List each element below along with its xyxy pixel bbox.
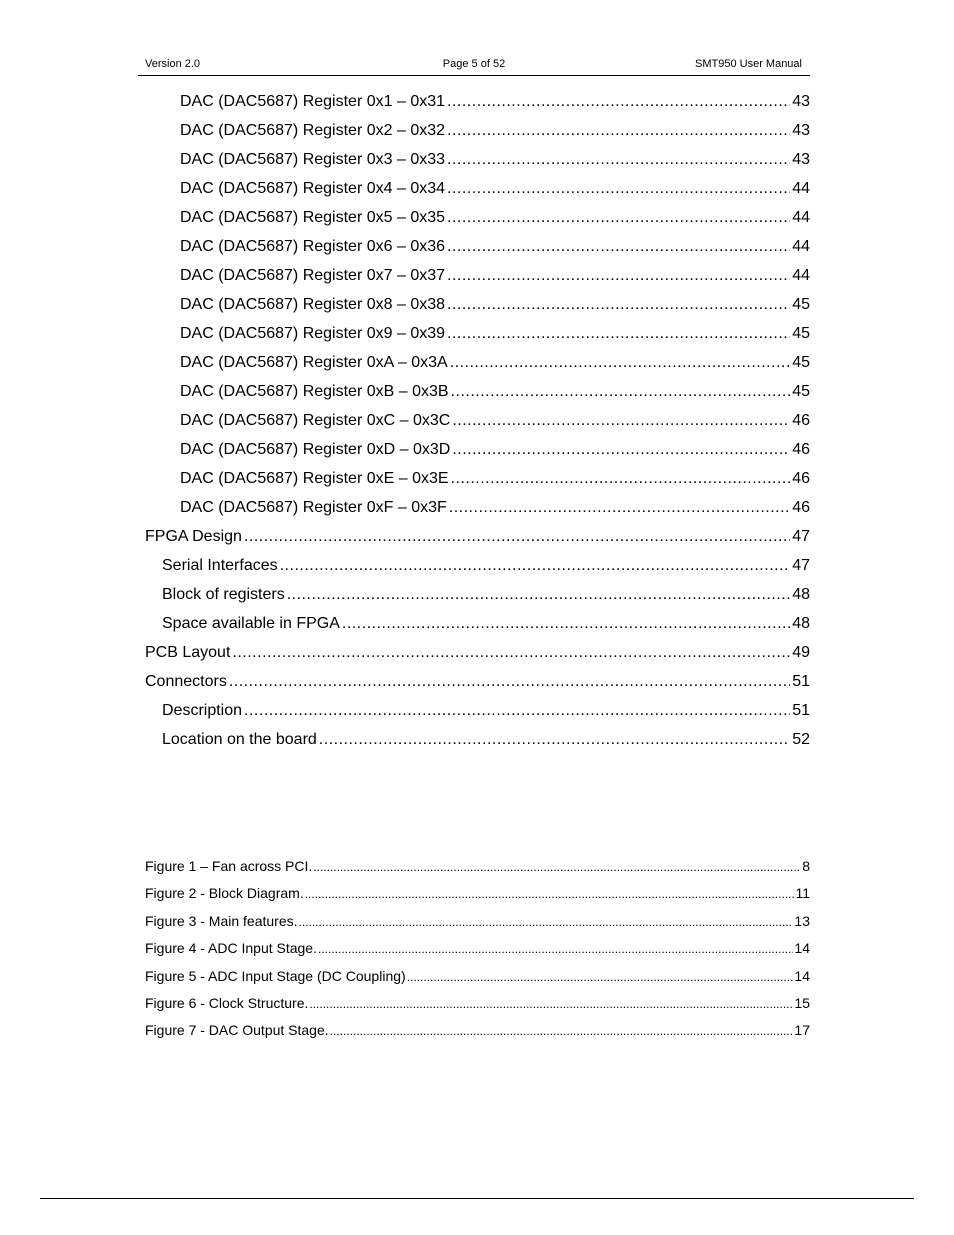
dot-leader <box>447 180 790 198</box>
dot-leader <box>287 586 790 604</box>
dot-leader <box>447 122 790 140</box>
toc-entry[interactable] <box>145 673 810 702</box>
dot-leader <box>319 731 790 749</box>
toc-entry-label: Description <box>162 702 243 719</box>
toc-entry-label: DAC (DAC5687) Register 0x1 – 0x31 <box>180 93 446 110</box>
toc-entry[interactable] <box>145 354 810 383</box>
header-version: Version 2.0 <box>145 58 201 70</box>
toc-entry-label: DAC (DAC5687) Register 0x9 – 0x39 <box>180 325 446 342</box>
dot-leader <box>447 267 790 285</box>
toc-entry-page-number: 44 <box>792 209 810 226</box>
toc-entry-label: DAC (DAC5687) Register 0xE – 0x3E <box>180 470 449 487</box>
dot-leader <box>232 644 790 662</box>
figure-entry-label: Figure 2 - Block Diagram. <box>145 885 304 902</box>
figure-entry-page-number: 11 <box>795 885 810 902</box>
toc-entry-label: DAC (DAC5687) Register 0xF – 0x3F <box>180 499 447 516</box>
toc-entry[interactable] <box>145 702 810 731</box>
dot-leader <box>330 1024 794 1038</box>
toc-entry-label: DAC (DAC5687) Register 0xA – 0x3A <box>180 354 448 371</box>
figure-entry-page-number: 8 <box>802 858 810 874</box>
toc-entry-label: Serial Interfaces <box>162 557 278 574</box>
figure-entry-label: Figure 5 - ADC Input Stage (DC Coupling) <box>145 967 406 984</box>
dot-leader <box>318 942 793 956</box>
table-of-figures <box>145 858 810 1050</box>
toc-entry[interactable] <box>145 325 810 354</box>
dot-leader <box>452 412 790 430</box>
figure-entry-label: Figure 6 - Clock Structure. <box>145 994 309 1011</box>
toc-entry-page-number: 46 <box>792 499 810 516</box>
dot-leader <box>309 997 793 1011</box>
dot-leader <box>244 528 790 546</box>
toc-entry[interactable] <box>145 499 810 528</box>
toc-entry-page-number: 48 <box>792 615 810 632</box>
toc-entry[interactable] <box>145 615 810 644</box>
toc-entry-page-number: 46 <box>792 412 810 429</box>
dot-leader <box>447 296 790 314</box>
dot-leader <box>451 470 791 488</box>
toc-entry-page-number: 44 <box>792 267 810 284</box>
dot-leader <box>229 673 790 691</box>
toc-entry-label: DAC (DAC5687) Register 0x2 – 0x32 <box>180 122 446 139</box>
toc-entry[interactable] <box>145 296 810 325</box>
toc-entry-page-number: 46 <box>792 441 810 458</box>
toc-entry[interactable] <box>145 731 810 760</box>
dot-leader <box>244 702 790 720</box>
toc-entry-label: DAC (DAC5687) Register 0xD – 0x3D <box>180 441 451 458</box>
toc-entry[interactable] <box>145 586 810 615</box>
toc-entry-label: DAC (DAC5687) Register 0x5 – 0x35 <box>180 209 446 226</box>
toc-entry-page-number: 44 <box>792 180 810 197</box>
dot-leader <box>299 915 794 929</box>
dot-leader <box>452 441 790 459</box>
toc-entry-label: Space available in FPGA <box>162 615 340 632</box>
figure-entry[interactable] <box>145 995 810 1022</box>
toc-entry-page-number: 47 <box>792 557 810 574</box>
toc-entry[interactable] <box>145 557 810 586</box>
toc-entry-page-number: 45 <box>792 383 810 400</box>
dot-leader <box>342 615 790 633</box>
dot-leader <box>447 151 790 169</box>
dot-leader <box>280 557 791 575</box>
toc-entry-page-number: 48 <box>792 586 810 603</box>
dot-leader <box>451 383 791 401</box>
toc-entry[interactable] <box>145 180 810 209</box>
toc-entry-page-number: 52 <box>792 731 810 748</box>
figure-entry-page-number: 15 <box>794 994 810 1011</box>
figure-entry[interactable] <box>145 968 810 995</box>
dot-leader <box>447 209 790 227</box>
toc-entry-page-number: 43 <box>792 122 810 139</box>
toc-entry-page-number: 51 <box>792 673 810 690</box>
toc-entry-label: DAC (DAC5687) Register 0x7 – 0x37 <box>180 267 446 284</box>
toc-entry[interactable] <box>145 644 810 673</box>
toc-entry-label: DAC (DAC5687) Register 0x6 – 0x36 <box>180 238 446 255</box>
toc-entry-label: DAC (DAC5687) Register 0x8 – 0x38 <box>180 296 446 313</box>
toc-entry[interactable] <box>145 151 810 180</box>
figure-entry[interactable] <box>145 940 810 967</box>
header-document-title: SMT950 User Manual <box>695 58 802 70</box>
figure-entry[interactable] <box>145 858 810 885</box>
dot-leader <box>447 93 790 111</box>
toc-entry[interactable] <box>145 383 810 412</box>
toc-entry-page-number: 44 <box>792 238 810 255</box>
figure-entry-label: Figure 7 - DAC Output Stage. <box>145 1022 329 1039</box>
figure-entry-page-number: 13 <box>794 912 810 929</box>
toc-entry[interactable] <box>145 209 810 238</box>
table-of-contents <box>145 93 810 760</box>
toc-entry-page-number: 43 <box>792 151 810 168</box>
dot-leader <box>407 970 794 984</box>
toc-entry-label: Location on the board <box>162 731 317 748</box>
figure-entry-label: Figure 1 – Fan across PCI. <box>145 858 313 874</box>
figure-entry[interactable] <box>145 913 810 940</box>
toc-entry[interactable] <box>145 470 810 499</box>
figure-entry-page-number: 17 <box>794 1022 810 1039</box>
toc-entry-page-number: 49 <box>792 644 810 661</box>
figure-entry-label: Figure 3 - Main features. <box>145 912 298 929</box>
header-page-number: Page 5 of 52 <box>442 58 506 70</box>
toc-entry[interactable] <box>145 238 810 267</box>
toc-entry-page-number: 43 <box>792 93 810 110</box>
toc-entry[interactable] <box>145 122 810 151</box>
toc-entry-page-number: 45 <box>792 354 810 371</box>
toc-entry[interactable] <box>145 267 810 296</box>
figure-entry[interactable] <box>145 1022 810 1049</box>
figure-entry-page-number: 14 <box>794 940 810 957</box>
toc-entry-label: DAC (DAC5687) Register 0xC – 0x3C <box>180 412 451 429</box>
toc-entry[interactable] <box>145 528 810 557</box>
toc-entry-page-number: 45 <box>792 325 810 342</box>
dot-leader <box>447 238 790 256</box>
toc-entry-label: DAC (DAC5687) Register 0x4 – 0x34 <box>180 180 446 197</box>
figure-entry[interactable] <box>145 885 810 912</box>
toc-entry-label: Connectors <box>145 673 227 690</box>
toc-entry[interactable] <box>145 441 810 470</box>
toc-entry-label: DAC (DAC5687) Register 0x3 – 0x33 <box>180 151 446 168</box>
toc-entry-page-number: 46 <box>792 470 810 487</box>
toc-entry-label: Block of registers <box>162 586 285 603</box>
toc-entry-label: PCB Layout <box>145 644 231 661</box>
toc-entry-page-number: 51 <box>792 702 810 719</box>
dot-leader <box>447 325 790 343</box>
figure-entry-label: Figure 4 - ADC Input Stage. <box>145 940 317 957</box>
toc-entry[interactable] <box>145 412 810 441</box>
toc-entry-page-number: 45 <box>792 296 810 313</box>
toc-entry-page-number: 47 <box>792 528 810 545</box>
toc-entry[interactable] <box>145 93 810 122</box>
dot-leader <box>449 499 790 517</box>
figure-entry-page-number: 14 <box>794 967 810 984</box>
toc-entry-label: FPGA Design <box>145 528 242 545</box>
toc-entry-label: DAC (DAC5687) Register 0xB – 0x3B <box>180 383 449 400</box>
dot-leader <box>305 887 795 901</box>
footer-rule <box>40 1198 914 1199</box>
page-header <box>138 56 810 76</box>
dot-leader <box>450 354 791 372</box>
dot-leader <box>313 860 801 874</box>
